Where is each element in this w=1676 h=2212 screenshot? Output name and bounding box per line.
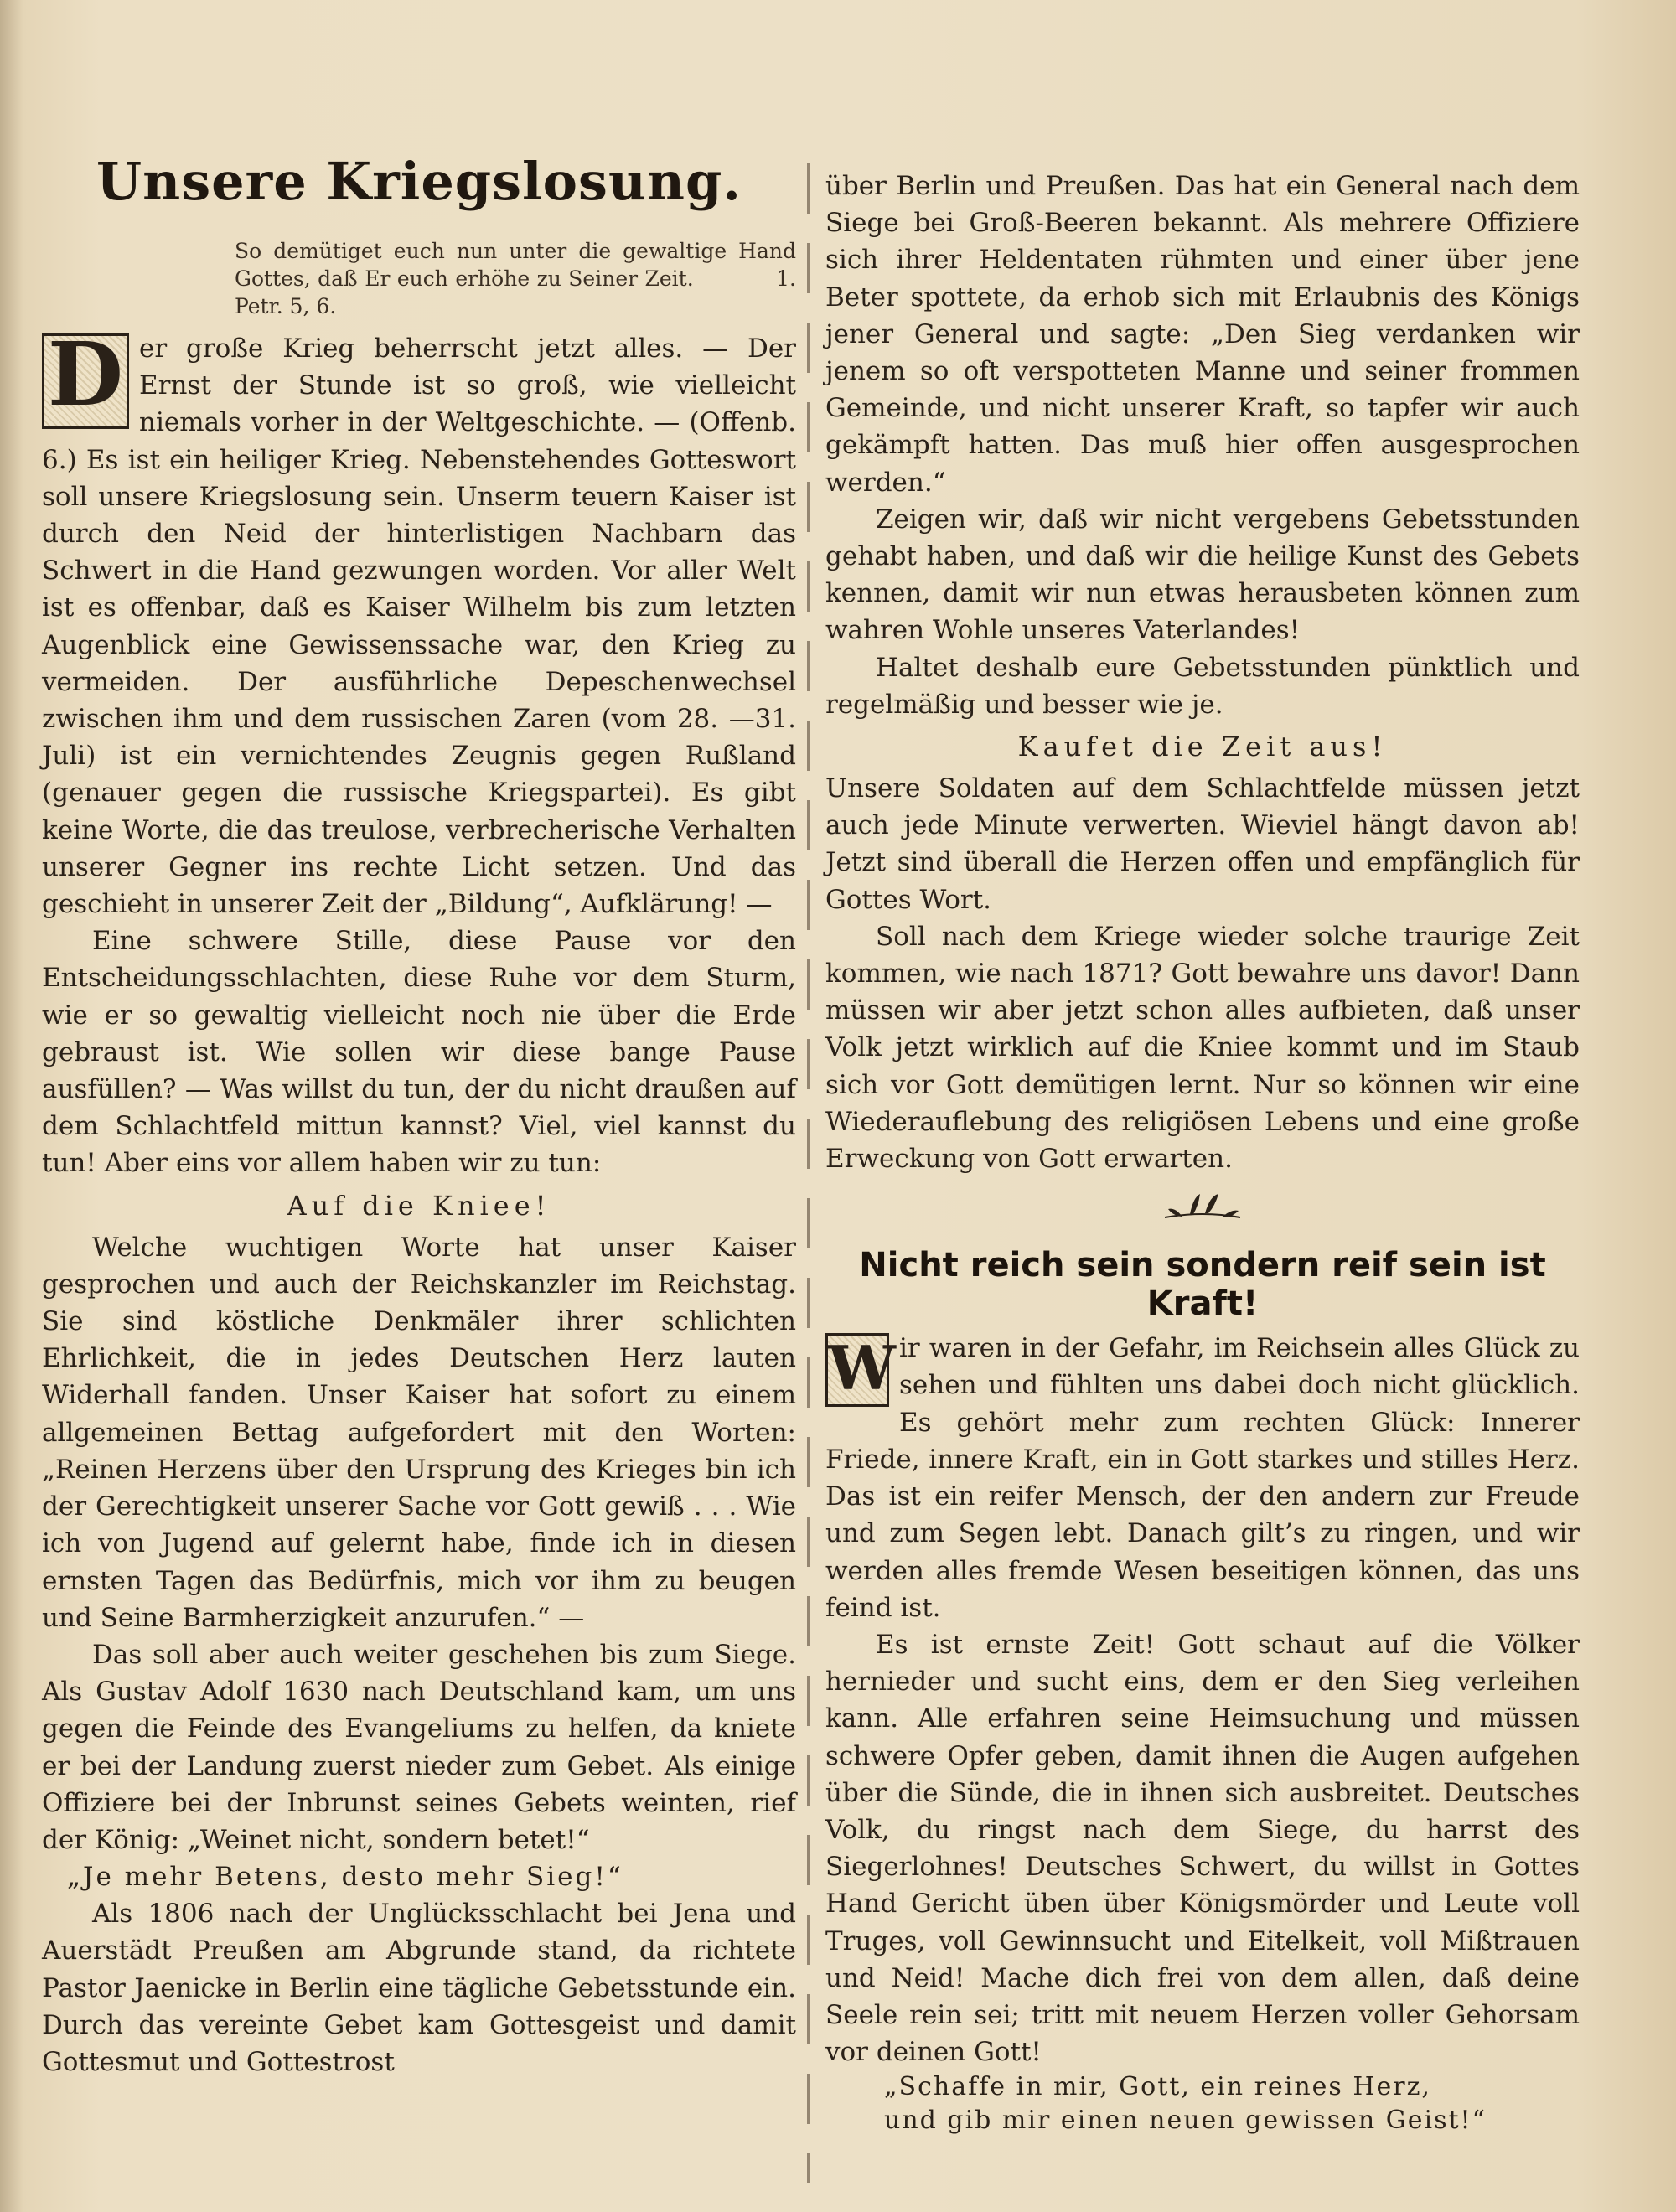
paragraph [42, 323, 796, 923]
drop-cap: D [42, 333, 129, 429]
epigraph-text: So demütiget euch nun unter die gewaltige Hand Gottes, daß Er euch erhöhe zu Seiner Zeit. [235, 239, 796, 291]
paragraph: Unsere Soldaten auf dem Schlachtfelde müssen jetzt auch jede Minute verwerten. Wieviel hängt davon ab! Jetzt sind überall die Herzen offen und empfänglich für Gottes Wort. [825, 773, 1580, 915]
article-title-2: Nicht reich sein sondern reif sein ist Kraft! [859, 1246, 1546, 1324]
left-column [42, 151, 796, 2080]
floral-ornament-icon [825, 1186, 1580, 1231]
paragraph-text: er große Krieg beherrscht jetzt alles. — Der Ernst der Stunde ist so groß, wie vielleicht niemals vorher in der Weltgeschichte. — (Offenb. 6.) Es ist ein heiliger Krieg. Nebenstehendes Gotteswort soll unsere Kriegslosung sein. Unserm teuern Kaiser ist durch den Neid der hinterlistigen Nachbarn das Schwert in die Hand gezwungen worden. Vor aller Welt ist es offenbar, daß es Kaiser Wilhelm bis zum letzten Augenblick eine Gewissenssache war, den Krieg zu vermeiden. Der ausführliche Depeschenwechsel zwischen ihm und dem russischen Zaren (vom 28. —31. Juli) ist ein vernichtendes Zeugnis gegen Rußland (genauer gegen die russische Kriegspartei). Es gibt keine Worte, die das treulose, verbrecherische Verhalten unserer Gegner ins rechte Licht setzen. Und das geschieht in unserer Zeit der „Bildung“, Aufklärung! — [42, 333, 796, 920]
quote: „Je mehr Betens, desto mehr Sieg!“ [67, 1862, 623, 1893]
paragraph [825, 1330, 1580, 1626]
closing-verse-line-1: „Schaffe in mir, Gott, ein reines Herz, [884, 2072, 1431, 2102]
paragraph: Als 1806 nach der Unglücksschlacht bei Jena und Auerstädt Preußen am Abgrunde stand, da richtete Pastor Jaenicke in Berlin eine tägliche Gebetsstunde ein. Durch das vereinte Gebet kam Gottesgeist und damit Gottesmut und Gottestrost [42, 1899, 796, 2077]
paragraph: Welche wuchtigen Worte hat unser Kaiser gesprochen und auch der Reichskanzler im Reichstag. Sie sind köstliche Denkmäler ihrer schlichten Ehrlichkeit, die in jedes Deutschen Herz lauten Widerhall fanden. Unser Kaiser hat sofort zu einem allgemeinen Bettag aufgefordert mit den Worten: „Reinen Herzens über den Ursprung des Krieges bin ich der Gerechtigkeit unserer Sache vor Gott gewiß . . . Wie ich von Jugend auf gelernt habe, finde ich in diesen ernsten Tagen das Bedürfnis, mich vor ihm zu beugen und Seine Barmherzigkeit anzurufen.“ — [42, 1232, 796, 1633]
column-divider [807, 163, 810, 2183]
epigraph-reference: 1. Petr. 5, 6. [235, 266, 797, 318]
paragraph: Soll nach dem Kriege wieder solche traurige Zeit kommen, wie nach 1871? Gott bewahre uns davor! Dann müssen wir aber jetzt schon alles aufbieten, daß unser Volk jetzt wirklich auf die Kniee kommt und im Staub sich vor Gott demütigen lernt. Nur so können wir eine Wiederauflebung des religiösen Lebens und eine große Erweckung von Gott erwarten. [825, 921, 1580, 1175]
closing-verse-line-2: und gib mir einen neuen gewissen Geist!“ [884, 2106, 1487, 2136]
epigraph [235, 237, 796, 320]
paragraph-text: ir waren in der Gefahr, im Reichsein alles Glück zu sehen und fühlten uns dabei doch nicht glücklich. Es gehört mehr zum rechten Glück: Innerer Friede, innere Kraft, ein in Gott starkes und stilles Herz. Das ist ein reifer Mensch, der den andern zur Freude und zum Segen lebt. Danach gilt’s zu ringen, und wir werden alles fremde Wesen beseitigen können, das uns feind ist. [825, 1333, 1580, 1623]
paragraph: Das soll aber auch weiter geschehen bis zum Siege. Als Gustav Adolf 1630 nach Deutschland kam, um uns gegen die Feinde des Evangeliums zu helfen, da kniete er bei der Landung zuerst nieder zum Gebet. Als einige Offiziere bei der Inbrunst seines Gebets weinten, rief der König: „Weinet nicht, sondern betet!“ [42, 1639, 796, 1855]
paragraph: über Berlin und Preußen. Das hat ein General nach dem Siege bei Groß-Beeren bekannt. Als mehrere Offiziere sich ihrer Heldentaten rühmten und einer über jene Beter spottete, da erhob sich mit Erlaubnis des Königs jener General und sagte: „Den Sieg verdanken wir jenem so oft verspotteten Manne und seiner frommen Gemeinde, und nicht unserer Kraft, so tapfer wir auch gekämpft hatten. Das muß hier offen ausgesprochen werden.“ [825, 171, 1580, 498]
paragraph: Es ist ernste Zeit! Gott schaut auf die Völker hernieder und sucht eins, dem er den Sieg verleihen kann. Alle erfahren seine Heimsuchung und müssen schwere Opfer geben, damit ihnen die Augen aufgehen über die Sünde, die in ihnen sich ausbreitet. Deutsches Volk, du ringst nach dem Siege, du harrst des Siegerlohnes! Deutsches Schwert, du willst in Gottes Hand Gericht üben über Königsmörder und Leute voll Truges, voll Gewinnsucht und Eitelkeit, voll Mißtrauen und Neid! Mache dich frei von dem allen, daß deine Seele rein sei; tritt mit neuem Herzen voller Gehorsam vor deinen Gott! [825, 1629, 1580, 2068]
subheading: Auf die Kniee! [287, 1189, 551, 1222]
right-column [825, 168, 1580, 2137]
paragraph: Haltet deshalb eure Gebetsstunden pünktlich und regelmäßig und besser wie je. [825, 652, 1580, 720]
page-fold-shadow [0, 0, 23, 2212]
article-title: Unsere Kriegslosung. [96, 151, 742, 212]
paragraph: Eine schwere Stille, diese Pause vor den Entscheidungsschlachten, diese Ruhe vor dem Sturm, wie er so gewaltig vielleicht noch nie über die Erde gebraust ist. Wie sollen wir diese bange Pause ausfüllen? — Was willst du tun, der du nicht draußen auf dem Schlachtfeld mittun kannst? Viel, viel kannst du tun! Aber eins vor allem haben wir zu tun: [42, 926, 796, 1179]
paragraph: Zeigen wir, daß wir nicht vergebens Gebetsstunden gehabt haben, und daß wir die heilige Kunst des Gebets kennen, damit wir nun etwas herausbeten können zum wahren Wohle unseres Vaterlandes! [825, 504, 1580, 646]
drop-cap: W [825, 1333, 889, 1407]
subheading: Kaufet die Zeit aus! [1017, 731, 1388, 763]
